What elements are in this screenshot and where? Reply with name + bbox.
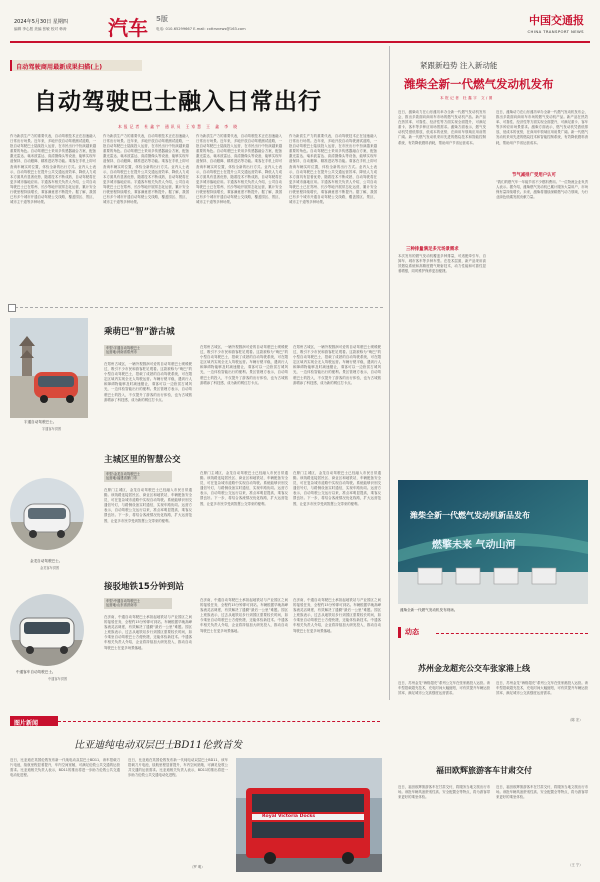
right-kicker: 紧跟新趋势 注入新动能 (420, 61, 498, 70)
story2-photo-label: 金龙自动驾驶巴士。 (30, 559, 63, 563)
story2-body-col-1: 在厦门主城区，金龙自动驾驶巴士已经融入市民日常通勤。该线路连接居民区、商业区和地铁站，车辆配备安全员，可在复杂城市道路中实现自动驾驶。系统能够识别交通信号灯，与路侧设备实时通信，实现车路协同。运营方表示，自动驾驶公交运行以来，准点率明显提高，乘客反馈良好。下一步，将结合客流情况优化线路，扩大运营范围，让更多市民享受到智慧公交带来的便利。 (104, 488, 192, 523)
right-byline: 本报记者 杜鑫宇 文/图 (440, 96, 494, 100)
story2-photo-credit: 金龙客车供图 (40, 566, 60, 570)
news-label-text: 图片新闻 (14, 719, 39, 727)
news-photo (236, 758, 382, 872)
main-body-col-4: 作为新质生产力的重要代表，自动驾驶技术正在加速融入日常出行场景。近年来，多地开放自动驾驶测试道路，一批自动驾驶巴士陆续投入运营，在市民出行中扮演越来越重要的角色。自动驾驶巴士采用多传感器融合方案，配备激光雷达、毫米波雷达、高清摄像头等设备，能够实现车道保持、自动避障、精准进站等功能。乘客在手机上即可查询车辆实时位置，体验全新的出行方式。业内人士表示，自动驾驶巴士在提升公共交通运营效率、降低人力成本方面具有显著优势，随着技术不断成熟，自动驾驶将在更多城市落地应用。宇通客车相关负责人介绍，公司自动驾驶巴士已在郑州、长沙等地开展常态化运营，累计安全行驶里程持续增长，乘客满意度不断提升。据了解，我国已有多个城市开通自动驾驶公交线路，覆盖园区、景区、城市主干道等多种场景。 (289, 134, 377, 205)
dynamics-credit-2: （王 宁） (568, 863, 583, 867)
news-body-col-1: 近日，比亚迪在英国伦敦发布新一代纯电动双层巴士BD11，该车搭载刀片电池，续航里程显著提升，车内空间宽敞，可满足伦敦公共交通的运营需求。比亚迪相关负责人表示，BD11的推出将进一步助力伦敦公共交通电动化进程。 (10, 758, 120, 778)
story3-photo-label: 中通客车自动驾驶巴士。 (16, 670, 56, 674)
news-photo-bus-text: Royal Victoria Docks (262, 814, 316, 819)
section-name: 汽车 (108, 16, 148, 40)
story1-body-col-3: 在郑州古城区，一辆外观圆润可爱的自动驾驶巴士缓缓驶过，吸引不少市民和游客驻足观看。这款被称为“萌巴”的小型自动驾驶巴士，搭载了成熟的自动驾驶系统，可在限定区域内实现全无人驾驶运营。车辆行驶平稳，遇到行人和障碍物能够及时减速避让，乘客可以一边欣赏古城风光，一边体验智能出行的便利。景区管理方表示，自动驾驶巴士的投入，不仅提升了游客的出行体验，也为古城旅游增添了科技感，成为新的网红打卡点。 (293, 345, 381, 385)
main-body-col-2: 作为新质生产力的重要代表，自动驾驶技术正在加速融入日常出行场景。近年来，多地开放自动驾驶测试道路，一批自动驾驶巴士陆续投入运营，在市民出行中扮演越来越重要的角色。自动驾驶巴士采用多传感器融合方案，配备激光雷达、毫米波雷达、高清摄像头等设备，能够实现车道保持、自动避障、精准进站等功能。乘客在手机上即可查询车辆实时位置，体验全新的出行方式。业内人士表示，自动驾驶巴士在提升公共交通运营效率、降低人力成本方面具有显著优势，随着技术不断成熟，自动驾驶将在更多城市落地应用。宇通客车相关负责人介绍，公司自动驾驶巴士已在郑州、长沙等地开展常态化运营，累计安全行驶里程持续增长，乘客满意度不断提升。据了解，我国已有多个城市开通自动驾驶公交线路，覆盖园区、景区、城市主干道等多种场景。 (103, 134, 189, 205)
right-column-rule (389, 46, 390, 700)
story3-body-col-2: 在济南，中通自动驾驶巴士承担起地铁站与产业园区之间的接驳任务，全程约15分钟即可到站。车辆根据早晚高峰客流灵活调度，有效解决了通勤“最后一公里”难题。园区上班族表示，过去从地铁站步行到园区需要较长时间，如今乘坐自动驾驶巴士方便快捷，还能体验新技术。中通客车相关负责人介绍，企业将持续加大研发投入，推动自动驾驶巴士在更多场景落地。 (200, 598, 288, 633)
right-photo-slogan: 燃擎未来 气动山河 (432, 540, 516, 551)
dynamics-credit-1: （陈 宏） (568, 718, 583, 722)
news-body-col-2: 近日，比亚迪在英国伦敦发布新一代纯电动双层巴士BD11，该车搭载刀片电池，续航里程显著提升，车内空间宽敞，可满足伦敦公共交通的运营需求。比亚迪相关负责人表示，BD11的推出将进一步助力伦敦公共交通电动化进程。 (128, 758, 228, 778)
right-body-col-1b: 本次发布的燃气发动机覆盖多种排量，可适配牵引车、自卸车、城市客车等多种车型。在技术层面，新产品采用高效燃烧系统和高精度燃气喷射技术，动力性能和可靠性显著增强，同时维护保养更加便捷。 (398, 254, 486, 274)
right-subhead-1: 三种排量满足多元场景需求 (406, 247, 459, 252)
dynamics-label (398, 627, 435, 638)
story1-photo-credit: 宇通客车供图 (42, 427, 62, 431)
dynamics-label-text: 动态 (405, 628, 419, 636)
story1-photo-label: 宇通自动驾驶巴士。 (24, 420, 57, 424)
story3-tag: 车型:中通自动驾驶巴士 运营地:山东省济南市 (104, 598, 172, 609)
main-headline: 自动驾驶巴士融入日常出行 (34, 88, 322, 115)
story2-body-col-2: 在厦门主城区，金龙自动驾驶巴士已经融入市民日常通勤。该线路连接居民区、商业区和地铁站，车辆配备安全员，可在复杂城市道路中实现自动驾驶。系统能够识别交通信号灯，与路侧设备实时通信，实现车路协同。运营方表示，自动驾驶公交运行以来，准点率明显提高，乘客反馈良好。下一步，将结合客流情况优化线路，扩大运营范围，让更多市民享受到智慧公交带来的便利。 (200, 471, 288, 506)
contact-info: 电话: 010-65299667 E-mail: cxttrsnews@163.com (156, 27, 246, 31)
dynamics-title-1: 苏州金龙超充公交车张家港上线 (418, 664, 530, 673)
story3-photo-credit: 中通客车供图 (48, 677, 68, 681)
story3-title: 接驳地铁15分钟到站 (104, 582, 184, 592)
story2-body-col-3: 在厦门主城区，金龙自动驾驶巴士已经融入市民日常通勤。该线路连接居民区、商业区和地铁站，车辆配备安全员，可在复杂城市道路中实现自动驾驶。系统能够识别交通信号灯，与路侧设备实时通信，实现车路协同。运营方表示，自动驾驶公交运行以来，准点率明显提高，乘客反馈良好。下一步，将结合客流情况优化线路，扩大运营范围，让更多市民享受到智慧公交带来的便利。 (293, 471, 381, 506)
story2-photo (10, 478, 84, 550)
news-title: 比亚迪纯电动双层巴士BD11伦敦首发 (74, 740, 243, 751)
right-headline: 潍柴全新一代燃气发动机发布 (404, 77, 554, 91)
kicker-text: 自动驾驶商用最新成果扫描(上) (16, 63, 103, 71)
dynamics-title-2: 福田欧辉旅游客车甘肃交付 (436, 766, 532, 775)
news-credit: （罗 明） (190, 865, 205, 869)
main-body-col-3: 作为新质生产力的重要代表，自动驾驶技术正在加速融入日常出行场景。近年来，多地开放自动驾驶测试道路，一批自动驾驶巴士陆续投入运营，在市民出行中扮演越来越重要的角色。自动驾驶巴士采用多传感器融合方案，配备激光雷达、毫米波雷达、高清摄像头等设备，能够实现车道保持、自动避障、精准进站等功能。乘客在手机上即可查询车辆实时位置，体验全新的出行方式。业内人士表示，自动驾驶巴士在提升公共交通运营效率、降低人力成本方面具有显著优势，随着技术不断成熟，自动驾驶将在更多城市落地应用。宇通客车相关负责人介绍，公司自动驾驶巴士已在郑州、长沙等地开展常态化运营，累计安全行驶里程持续增长，乘客满意度不断提升。据了解，我国已有多个城市开通自动驾驶公交线路，覆盖园区、景区、城市主干道等多种场景。 (196, 134, 282, 205)
section-divider (10, 307, 383, 308)
dynamics-body-1b: 近日，苏州金龙“海格超充”系列公交车在张家港投入运营。该车型搭载超充技术，充电时间大幅缩短，可有效提升车辆运营效率，满足城市公交高强度运营需求。 (496, 681, 588, 696)
main-kicker (10, 60, 142, 71)
issue-date: 2024年5月30日 星期四 (14, 19, 68, 25)
story1-tag: 车型:宇通自动驾驶巴士 运营地:河南省郑州市 (104, 345, 172, 356)
right-subhead-2: 节气减排广受用户认可 (512, 173, 556, 178)
dynamics-rule (436, 633, 588, 634)
story1-photo (10, 318, 88, 418)
right-body-col-1: 近日，潍柴动力在山东潍坊举办全新一代燃气发动机发布会，推出多款面向商用车市场的燃气发动机产品。新产品在热效率、可靠性、经济性等方面实现全面提升，可满足重卡、客车等多种应用场景需求。潍柴方面表示，燃气发动机凭借低排放、低成本的优势，在商用车领域应用前景广阔。新一代燃气发动机采用先进的燃烧技术和智能控制系统，有效降低燃料消耗，帮助用户节省运营成本。 (398, 110, 486, 145)
dynamics-body-2a: 近日，福田欧辉旅游客车在甘肃交付，将服务当地文旅出行市场。该批车辆具备舒适性高、安全配置全等特点，将为游客带来更好的乘坐体验。 (398, 785, 490, 800)
editor-credits: 编辑 李心愿 美编 张敏 校对 韩涛 (14, 27, 67, 31)
right-photo-banner: 潍柴全新一代燃气发动机新品发布 (410, 511, 530, 520)
news-rule (58, 721, 380, 722)
paper-name: 中国交通报 (529, 14, 584, 27)
right-body-col-2b: “我们的燃气车一年能节省不少燃料费用。”一位物流企业负责人表示。据介绍，潍柴燃气发动机已累计服务大量用户，市场保有量持续增长。未来，潍柴将继续深耕燃气动力领域，为行业绿色低碳发展贡献力量。 (496, 180, 588, 200)
story3-body-col-3: 在济南，中通自动驾驶巴士承担起地铁站与产业园区之间的接驳任务，全程约15分钟即可到站。车辆根据早晚高峰客流灵活调度，有效解决了通勤“最后一公里”难题。园区上班族表示，过去从地铁站步行到园区需要较长时间，如今乘坐自动驾驶巴士方便快捷，还能体验新技术。中通客车相关负责人介绍，企业将持续加大研发投入，推动自动驾驶巴士在更多场景落地。 (293, 598, 381, 633)
story2-tag: 车型:金龙自动驾驶巴士 运营地:福建省厦门市 (104, 471, 172, 482)
main-body-col-1: 作为新质生产力的重要代表，自动驾驶技术正在加速融入日常出行场景。近年来，多地开放自动驾驶测试道路，一批自动驾驶巴士陆续投入运营，在市民出行中扮演越来越重要的角色。自动驾驶巴士采用多传感器融合方案，配备激光雷达、毫米波雷达、高清摄像头等设备，能够实现车道保持、自动避障、精准进站等功能。乘客在手机上即可查询车辆实时位置，体验全新的出行方式。业内人士表示，自动驾驶巴士在提升公共交通运营效率、降低人力成本方面具有显著优势，随着技术不断成熟，自动驾驶将在更多城市落地应用。宇通客车相关负责人介绍，公司自动驾驶巴士已在郑州、长沙等地开展常态化运营，累计安全行驶里程持续增长，乘客满意度不断提升。据了解，我国已有多个城市开通自动驾驶公交线路，覆盖园区、景区、城市主干道等多种场景。 (10, 134, 96, 205)
story2-title: 主城区里的智慧公交 (104, 455, 181, 465)
story1-body-col-1: 在郑州古城区，一辆外观圆润可爱的自动驾驶巴士缓缓驶过，吸引不少市民和游客驻足观看。这款被称为“萌巴”的小型自动驾驶巴士，搭载了成熟的自动驾驶系统，可在限定区域内实现全无人驾驶运营。车辆行驶平稳，遇到行人和障碍物能够及时减速避让，乘客可以一边欣赏古城风光，一边体验智能出行的便利。景区管理方表示，自动驾驶巴士的投入，不仅提升了游客的出行体验，也为古城旅游增添了科技感，成为新的网红打卡点。 (104, 362, 192, 402)
page-number: 5版 (156, 15, 168, 23)
right-photo-caption: 潍柴全新一代燃气发动机发布现场。 (400, 608, 458, 612)
news-label (10, 716, 58, 726)
dynamics-body-1a: 近日，苏州金龙“海格超充”系列公交车在张家港投入运营。该车型搭载超充技术，充电时间大幅缩短，可有效提升车辆运营效率，满足城市公交高强度运营需求。 (398, 681, 490, 696)
paper-name-english: CHINA TRANSPORT NEWS (527, 29, 584, 34)
main-byline: 本报记者 杜鑫宇 通讯员 王家慧 王 鑫 李 晓 (118, 124, 239, 129)
right-body-col-2: 近日，潍柴动力在山东潍坊举办全新一代燃气发动机发布会，推出多款面向商用车市场的燃气发动机产品。新产品在热效率、可靠性、经济性等方面实现全面提升，可满足重卡、客车等多种应用场景需求。潍柴方面表示，燃气发动机凭借低排放、低成本的优势，在商用车领域应用前景广阔。新一代燃气发动机采用先进的燃烧技术和智能控制系统，有效降低燃料消耗，帮助用户节省运营成本。 (496, 110, 588, 145)
story1-body-col-2: 在郑州古城区，一辆外观圆润可爱的自动驾驶巴士缓缓驶过，吸引不少市民和游客驻足观看。这款被称为“萌巴”的小型自动驾驶巴士，搭载了成熟的自动驾驶系统，可在限定区域内实现全无人驾驶运营。车辆行驶平稳，遇到行人和障碍物能够及时减速避让，乘客可以一边欣赏古城风光，一边体验智能出行的便利。景区管理方表示，自动驾驶巴士的投入，不仅提升了游客的出行体验，也为古城旅游增添了科技感，成为新的网红打卡点。 (200, 345, 288, 385)
story1-title: 乘萌巴“智”游古城 (104, 327, 175, 337)
story3-photo (10, 594, 84, 666)
dynamics-body-2b: 近日，福田欧辉旅游客车在甘肃交付，将服务当地文旅出行市场。该批车辆具备舒适性高、安全配置全等特点，将为游客带来更好的乘坐体验。 (496, 785, 588, 800)
story3-body-col-1: 在济南，中通自动驾驶巴士承担起地铁站与产业园区之间的接驳任务，全程约15分钟即可到站。车辆根据早晚高峰客流灵活调度，有效解决了通勤“最后一公里”难题。园区上班族表示，过去从地铁站步行到园区需要较长时间，如今乘坐自动驾驶巴士方便快捷，还能体验新技术。中通客车相关负责人介绍，企业将持续加大研发投入，推动自动驾驶巴士在更多场景落地。 (104, 615, 192, 650)
right-photo (398, 480, 588, 604)
masthead (10, 10, 590, 42)
masthead-rule (10, 41, 590, 43)
divider-square-icon (8, 304, 16, 312)
